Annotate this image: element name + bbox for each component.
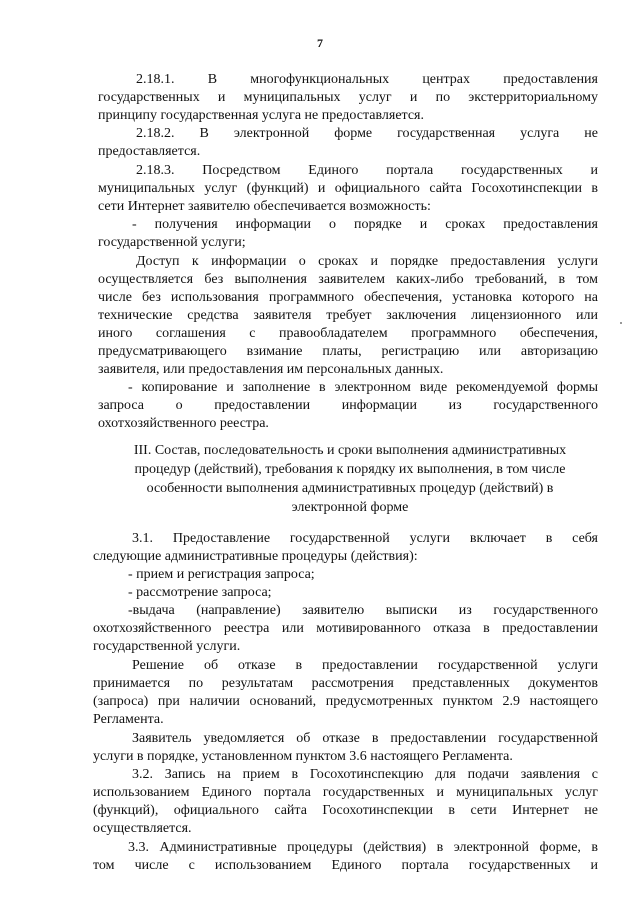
heading-line: III. Состав, последовательность и сроки выполнения административных — [133, 443, 567, 458]
paragraph-line: Регламента. — [93, 712, 164, 727]
paragraph-line: 2.18.2. В электронной форме государственная услуга не — [136, 126, 598, 141]
paragraph-line: числе без использования программного обеспечения, установка которого на — [98, 290, 598, 305]
paragraph-line: государственной услуги. — [93, 639, 241, 654]
paragraph-line: предоставляется. — [98, 144, 201, 159]
page-number: 7 — [317, 36, 323, 50]
paragraph-line: осуществляется. — [93, 821, 192, 836]
list-item: - рассмотрение запроса; — [128, 585, 272, 600]
paragraph-line: 2.18.3. Посредством Единого портала государственных и — [136, 163, 598, 178]
paragraph-line: принципу государственная услуга не предоставляется. — [98, 108, 424, 123]
paragraph-line: государственных и муниципальных услуг и по экстерриториальному — [98, 90, 598, 105]
scan-speck — [620, 322, 622, 324]
paragraph-line: следующие административные процедуры (действия): — [93, 549, 418, 564]
paragraph-line: (функций), официального сайта Госохотинспекции в сети Интернет не — [93, 803, 598, 818]
list-item: - копирование и заполнение в электронном виде рекомендуемой формы — [128, 380, 598, 395]
paragraph-line: Заявитель уведомляется об отказе в предоставлении государственной — [132, 731, 598, 746]
paragraph-line: сети Интернет заявителю обеспечивается возможность: — [98, 199, 431, 214]
heading-line: электронной форме — [291, 500, 409, 515]
paragraph-line: предусматривающего взимание платы, регистрацию или авторизацию — [98, 344, 598, 359]
heading-line: процедур (действий), требования к порядку их выполнения, в том числе — [134, 462, 566, 477]
paragraph-line: 3.1. Предоставление государственной услуги включает в себя — [132, 531, 598, 546]
paragraph-line: иного соглашения с правообладателем программного обеспечения, — [98, 326, 598, 341]
heading-line: особенности выполнения административных процедур (действий) в — [146, 481, 554, 496]
paragraph-line: муниципальных услуг (функций) и официального сайта Госохотинспекции в — [98, 181, 598, 196]
paragraph-line: заявителя, или предоставления им персональных данных. — [98, 362, 444, 377]
paragraph-line: 3.3. Административные процедуры (действия) в электронной форме, в — [128, 840, 598, 855]
list-item: -выдача (направление) заявителю выписки из государственного — [128, 603, 598, 618]
list-item: - прием и регистрация запроса; — [128, 567, 315, 582]
paragraph-line: Доступ к информации о сроках и порядке предоставления услуги — [136, 254, 598, 269]
paragraph-line: охотхозяйственного реестра или мотивированного отказа в предоставлении — [93, 621, 598, 636]
paragraph-line: государственной услуги; — [98, 235, 246, 250]
paragraph-line: (запроса) при наличии оснований, предусмотренных пунктом 2.9 настоящего — [93, 694, 598, 709]
paragraph-line: 2.18.1. В многофункциональных центрах предоставления — [136, 72, 598, 87]
paragraph-line: технические средства заявителя требует заключения лицензионного или — [98, 308, 598, 323]
paragraph-line: услуги в порядке, установленном пунктом 3.6 настоящего Регламента. — [93, 749, 513, 764]
section-heading — [100, 441, 600, 517]
paragraph-line: Решение об отказе в предоставлении государственной услуги — [132, 658, 598, 673]
list-item: - получения информации о порядке и сроках предоставления — [132, 217, 598, 232]
paragraph-line: принимается по результатам рассмотрения представленных документов — [93, 676, 598, 691]
paragraph-line: использованием Единого портала государственных и муниципальных услуг — [93, 785, 598, 800]
paragraph-line: том числе с использованием Единого портала государственных и — [93, 858, 598, 873]
paragraph-line: 3.2. Запись на прием в Госохотинспекцию для подачи заявления с — [132, 767, 598, 782]
paragraph-line: запроса о предоставлении информации из государственного — [98, 398, 598, 413]
paragraph-line: осуществляется без выполнения заявителем каких-либо требований, в том — [98, 272, 598, 287]
paragraph-line: охотхозяйственного реестра. — [98, 416, 269, 431]
